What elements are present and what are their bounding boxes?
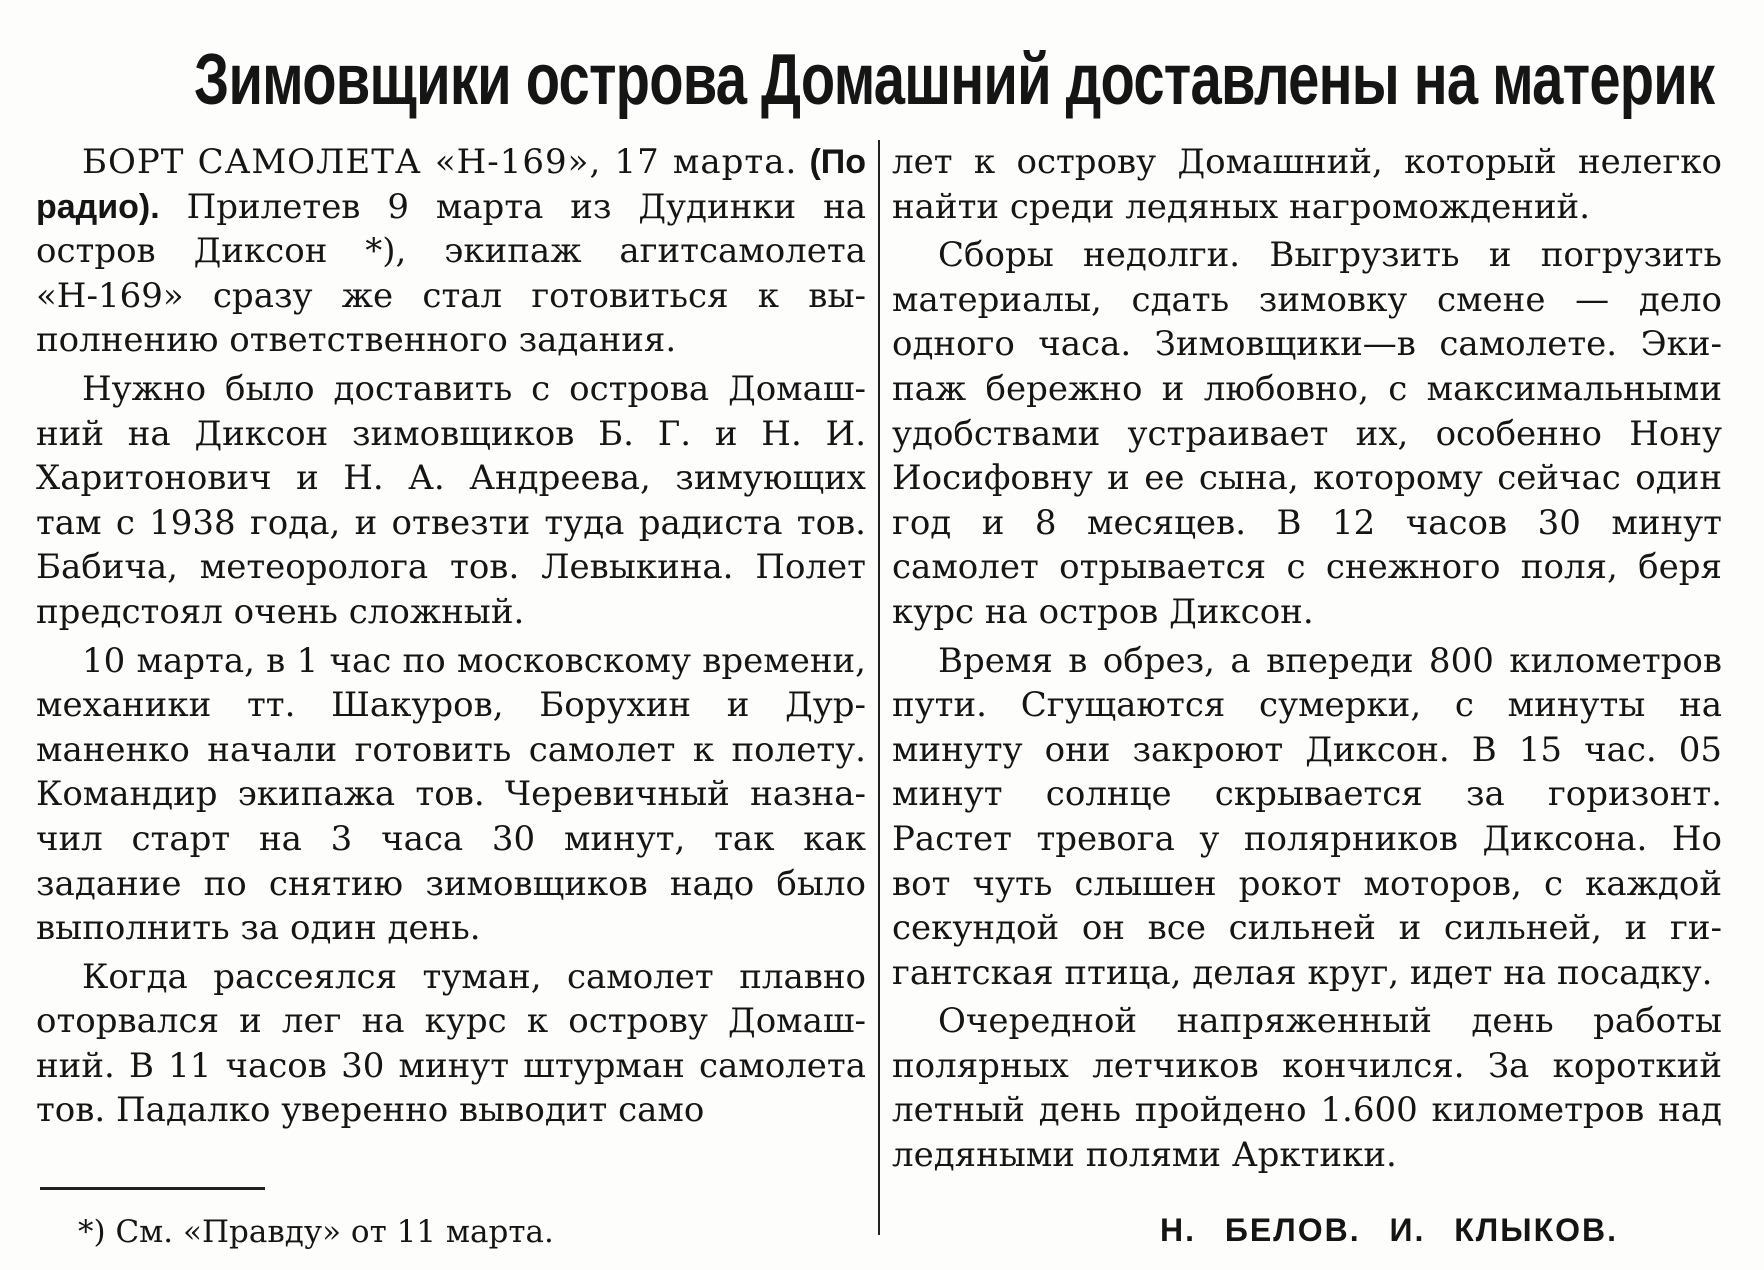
by-radio-label: (По радио). [36, 143, 866, 226]
left-column [36, 140, 866, 1137]
right-paragraph-3: Время в обрез, а впереди 800 километров пути. Сгущаются сумерки, с минуты на минуту они закроют Диксон. В 15 час. 05 минут солнце скрывается за горизонт. Растет тревога у полярников Диксона. Но вот чуть слышен рокот моторов, с каждой секундой он все сильней и сильней, и гигантская птица, делая круг, идет на посадку. [892, 640, 1722, 993]
left-paragraph-4: Когда рассеялся туман, самолет плавно оторвался и лег на курс к острову Домашний. В 11 часов 30 минут штурман самолета тов. Падалко уверенно выводит само [36, 956, 866, 1131]
right-paragraph-2: Сборы недолги. Выгрузить и погрузить материалы, сдать зимовку смене — дело одного часа. Зимовщики—в самолете. Экипаж бережно и любовно, с максимальными удобствами устраивает их, особенно Нону Иосифовну и ее сына, которому сейчас один год и 8 месяцев. В 12 часов 30 минут самолет отрывается с снежного поля, беря курс на остров Диксон. [892, 235, 1722, 632]
dateline: БОРТ САМОЛЕТА «Н-169», 17 марта. [82, 142, 798, 182]
left-paragraph-1 [36, 140, 866, 363]
author-signature: Н. БЕЛОВ. И. КЛЫКОВ. [1160, 1212, 1618, 1248]
right-paragraph-4: Очередной напряженный день работы полярных летчиков кончился. За короткий летный день пройдено 1.600 километров над ледяными полями Арктики. [892, 1001, 1722, 1176]
left-paragraph-1-text: Прилетев 9 марта из Дудинки на остров Диксон *), экипаж агитсамолета «Н-169» сразу же стал готовиться к выполнению ответственного задания. [36, 186, 866, 361]
column-divider [878, 140, 880, 1235]
right-column [892, 140, 1722, 1182]
right-paragraph-1: лет к острову Домашний, который нелегко найти среди ледяных нагромождений. [892, 142, 1722, 227]
footnote: *) См. «Правду» от 11 марта. [78, 1214, 554, 1250]
left-paragraph-2: Нужно было доставить с острова Домашний на Диксон зимовщиков Б. Г. и Н. И. Харитонович и Н. А. Андреева, зимующих там с 1938 года, и отвезти туда радиста тов. Бабича, метеоролога тов. Левыкина. Полет предстоял очень сложный. [36, 368, 866, 632]
footnote-rule [40, 1187, 265, 1190]
left-paragraph-3: 10 марта, в 1 час по московскому времени, механики тт. Шакуров, Борухин и Дурманенко начали готовить самолет к полету. Командир экипажа тов. Черевичный назначил старт на 3 часа 30 минут, так как задание по снятию зимовщиков надо было выполнить за один день. [36, 640, 866, 949]
article-headline: Зимовщики острова Домашний доставлены на материк [194, 40, 1715, 120]
